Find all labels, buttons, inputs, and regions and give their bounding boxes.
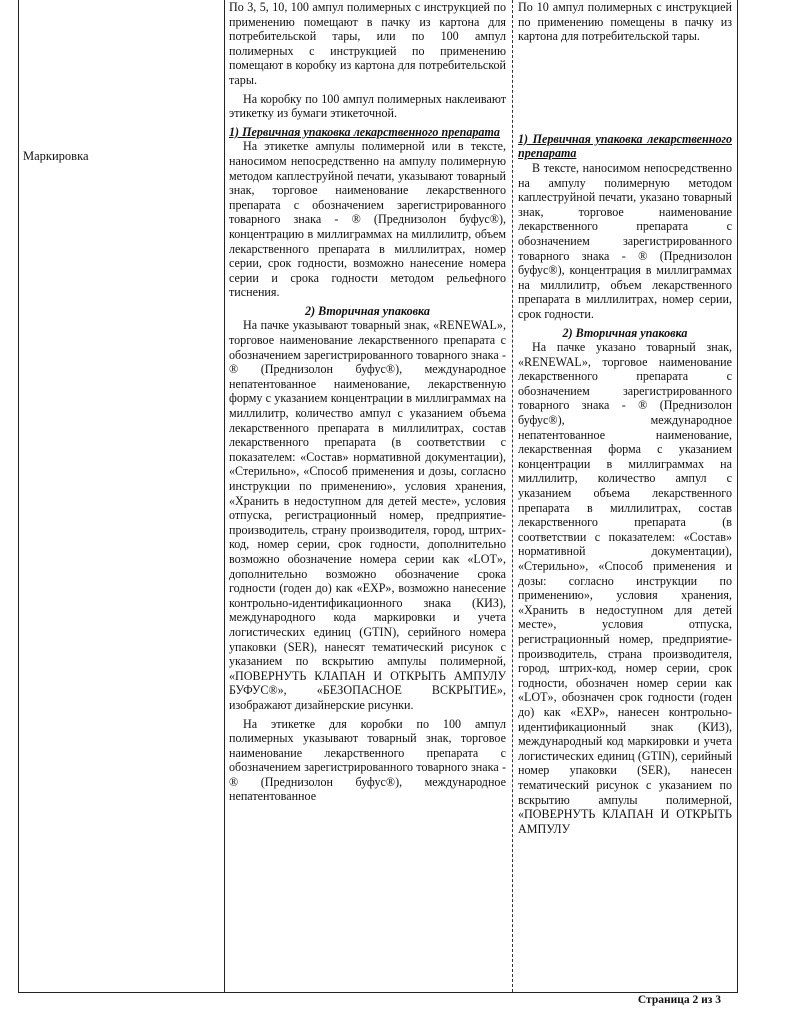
table-column-divider-dashed [512,0,514,992]
right-text-cell [518,0,732,990]
top-left-text-2: На коробку по 100 ампул полимерных наклеивают этикетку из бумаги этикеточной. [229,91,506,121]
table-border-right [737,0,738,992]
page-number: Страница 2 из 3 [637,994,721,1006]
left-heading-secondary: 2) Вторичная упаковка [305,303,430,318]
top-left-text: По 3, 5, 10, 100 ампул полимерных с инструкцией по применению помещают в пачку из картона для потребительской тары, или по 100 ампул полимерных с инструкцией по применению помещают в коробку из картона для потребительской тары. [229,0,506,87]
top-right-text: По 10 ампул полимерных с инструкцией по применению помещены в пачку из картона для потребительской тары. [518,0,732,44]
right-heading-secondary: 2) Вторичная упаковка [562,325,688,340]
table-column-divider [224,0,225,992]
left-heading-primary: 1) Первичная упаковка лекарственного препарата [229,124,500,139]
left-box-label-text: На этикетке для коробки по 100 ампул полимерных указывают товарный знак, торговое наименование лекарственного препарата с обозначением зарегистрированного товарного знака - ® (Преднизолон буфус®), международное непатентованное [229,716,506,804]
left-primary-text: На этикетке ампулы полимерной или в тексте, наносимом непосредственно на ампулу полимерную методом каплеструйной печати, указывают товарный знак, торговое наименование лекарственного препарата с обозначением зарегистрированного товарного знака - ® (Преднизолон буфус®), концентрацию в миллиграммах на миллилитр, объем лекарственного препарата в миллилитрах, номер серии, срок годности, возможно нанесение номера серии и срока годности методом рельефного тиснения. [229,139,506,300]
right-heading-primary: 1) Первичная упаковка лекарственного препарата [518,131,732,161]
right-primary-text: В тексте, наносимом непосредственно на ампулу полимерную методом каплеструйной печати, указано товарный знак, торговое наименование лекарственного препарата с обозначением зарегистрированного товарного знака - ® (Преднизолон буфус®), концентрация в миллиграммах на миллилитр, объем лекарственного препарата в миллилитрах, номер серии, срок годности. [518,160,732,321]
row-label: Маркировка [23,149,89,163]
left-secondary-text: На пачке указывают товарный знак, «RENEWAL», торговое наименование лекарственного препарата с обозначением зарегистрированного товарного знака - ® (Преднизолон буфус®), международное непатентованное наименование, лекарственную форму с указанием концентрации в миллиграммах на миллилитр, количество ампул с указанием объема лекарственного препарата в миллилитрах, состав лекарственного препарата (в соответствии с показателем: «Состав» нормативной документации), «Стерильно», «Способ применения и дозы, согласно инструкции по применению», условия хранения, «Хранить в недоступном для детей месте», условия отпуска, регистрационный номер, предприятие-производитель, страну производителя, город, штрих-код, номер серии, срок годности, дополнительно возможно обозначение номера серии как «LOT», дополнительно возможно обозначение срока годности (годен до) как «EXP», возможно нанесение контрольно-идентификационного знака (КИЗ), международного кода маркировки и учета логистических единиц (GTIN), серийного номера упаковки (SER), нанесят тематический рисунок с указанием по вскрытию ампулы полимерной, «ПОВЕРНУТЬ КЛАПАН И ОТКРЫТЬ АМПУЛУ БУФУС®», «БЕЗОПАСНОЕ ВСКРЫТИЕ», изображают дизайнерские рисунки. [229,318,506,712]
row-label-cell [23,149,219,164]
table-border-left [18,0,19,992]
table-bottom-border [18,992,738,993]
left-text-cell [229,0,506,990]
right-secondary-text: На пачке указано товарный знак, «RENEWAL», торговое наименование лекарственного препарата с обозначением зарегистрированного товарного знака - ® (Преднизолон буфус®), международное непатентованное наименование, лекарственная форма с указанием концентрации в миллиграммах на миллилитр, количество ампул с указанием объема лекарственного препарата в миллилитрах, состав лекарственного препарата (в соответствии с показателем: «Состав» нормативной документации), «Стерильно», «Способ применения и дозы: согласно инструкции по применению», условия хранения, «Хранить в недоступном для детей месте», условия отпуска, регистрационный номер, предприятие-производитель, страна производителя, город, штрих-код, номер серии, срок годности, обозначен номер серии как «LOT», обозначен срок годности (годен до) как «EXP», нанесен контрольно-идентификационный знак (КИЗ), международный код маркировки и учета логистических единиц (GTIN), серийный номер упаковки (SER), нанесен тематический рисунок с указанием по вскрытию ампулы полимерной, «ПОВЕРНУТЬ КЛАПАН И ОТКРЫТЬ АМПУЛУ [518,340,732,836]
